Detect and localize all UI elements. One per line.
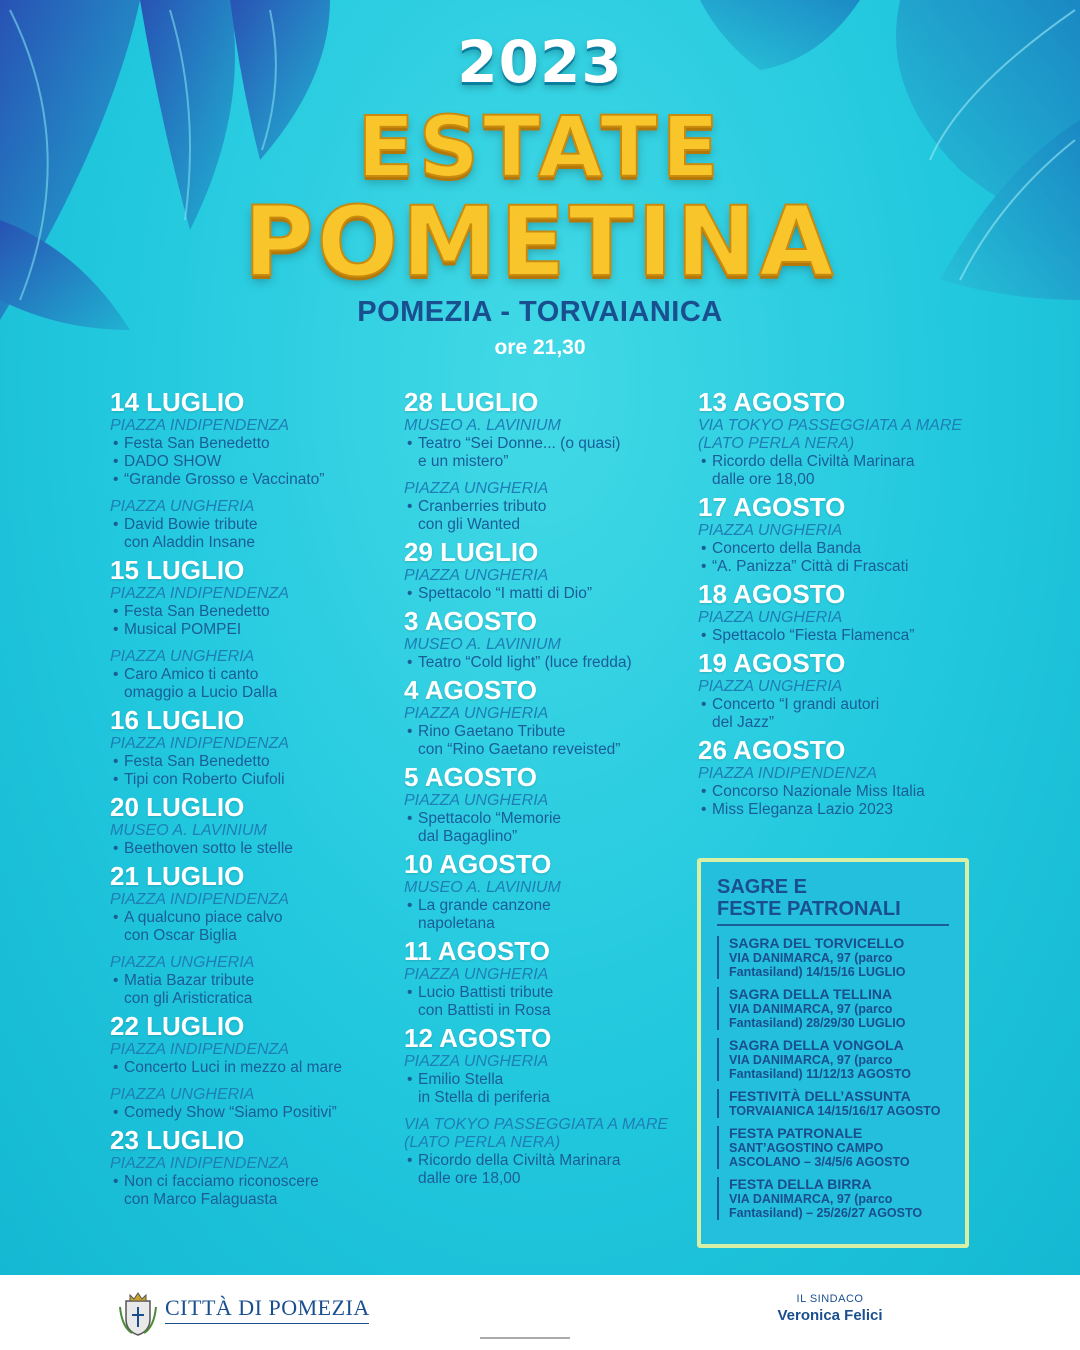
title-pometina: POMETINA	[243, 186, 837, 298]
venue-name: PIAZZA UNGHERIA	[698, 609, 843, 626]
event-block	[698, 493, 980, 576]
event-date: 16 LUGLIO	[110, 705, 245, 735]
event-item	[404, 1152, 694, 1170]
venue-name: PIAZZA UNGHERIA	[698, 678, 843, 695]
sagre-title-line2: FESTE PATRONALI	[717, 898, 901, 920]
event-date: 28 LUGLIO	[404, 387, 539, 417]
event-item-text: dalle ore 18,00	[712, 471, 815, 488]
event-item-text: con “Rino Gaetano reveisted”	[418, 741, 621, 758]
event-item	[110, 435, 400, 453]
bullet-icon: •	[407, 984, 413, 1001]
event-item-text: Cranberries tributo	[418, 498, 547, 515]
event-block	[404, 763, 694, 846]
event-item-text: con Battisti in Rosa	[418, 1002, 551, 1019]
event-block	[110, 388, 400, 552]
venue-name: PIAZZA UNGHERIA	[404, 705, 549, 722]
bullet-icon: •	[113, 471, 119, 488]
bullet-icon: •	[701, 801, 707, 818]
event-item-text: Ricordo della Civiltà Marinara	[712, 453, 915, 470]
event-item-text: Caro Amico ti canto	[124, 666, 259, 683]
event-item-text: con gli Wanted	[418, 516, 520, 533]
venue-spacer	[110, 1077, 400, 1085]
event-item-text: Tipi con Roberto Ciufoli	[124, 771, 285, 788]
event-block	[698, 649, 980, 732]
event-block	[404, 538, 694, 603]
event-item	[404, 1002, 694, 1020]
event-date: 17 AGOSTO	[698, 492, 846, 522]
footer	[0, 1275, 1080, 1350]
event-item	[110, 471, 400, 489]
event-date: 26 AGOSTO	[698, 735, 846, 765]
title-estate: ESTATE	[357, 98, 723, 196]
event-item	[110, 453, 400, 471]
event-item	[404, 984, 694, 1002]
event-item	[404, 810, 694, 828]
event-item	[110, 840, 400, 858]
event-item	[404, 828, 694, 846]
event-block	[404, 1024, 694, 1188]
event-item-text: Beethoven sotto le stelle	[124, 840, 293, 857]
event-block	[404, 388, 694, 534]
event-item	[404, 654, 694, 672]
fine-print-line	[480, 1337, 570, 1339]
event-item-text: Festa San Benedetto	[124, 753, 270, 770]
venue-name: MUSEO A. LAVINIUM	[404, 636, 561, 653]
event-block	[698, 388, 980, 489]
events-column-3	[698, 388, 980, 823]
bullet-icon: •	[113, 1173, 119, 1190]
event-item-text: Festa San Benedetto	[124, 603, 270, 620]
bullet-icon: •	[701, 558, 707, 575]
bullet-icon: •	[407, 1152, 413, 1169]
event-item-text: Rino Gaetano Tribute	[418, 723, 566, 740]
bullet-icon: •	[113, 1059, 119, 1076]
event-item	[404, 1170, 694, 1188]
mayor-role: IL SINDACO	[796, 1293, 864, 1305]
venue-name: PIAZZA INDIPENDENZA	[698, 765, 877, 782]
event-date: 10 AGOSTO	[404, 849, 552, 879]
event-date: 29 LUGLIO	[404, 537, 539, 567]
event-item	[698, 558, 980, 576]
events-column-1	[110, 388, 400, 1213]
event-item-text: Festa San Benedetto	[124, 435, 270, 452]
event-date: 4 AGOSTO	[404, 675, 537, 705]
event-item-text: La grande canzone	[418, 897, 551, 914]
bullet-icon: •	[407, 897, 413, 914]
location-subtitle: POMEZIA - TORVAIANICA	[357, 296, 723, 328]
event-item-text: Concerto della Banda	[712, 540, 862, 557]
festival-item	[717, 936, 949, 979]
event-date: 18 AGOSTO	[698, 579, 846, 609]
event-item	[698, 801, 980, 819]
event-item-text: del Jazz”	[712, 714, 775, 731]
festival-item	[717, 987, 949, 1030]
event-item-text: Comedy Show “Siamo Positivi”	[124, 1104, 337, 1121]
bullet-icon: •	[407, 1071, 413, 1088]
venue-name: MUSEO A. LAVINIUM	[404, 417, 561, 434]
event-item-text: Spettacolo “Memorie	[418, 810, 562, 827]
venue-name: MUSEO A. LAVINIUM	[110, 822, 267, 839]
event-date: 13 AGOSTO	[698, 387, 846, 417]
start-time: ore 21,30	[494, 336, 586, 359]
event-item-text: Musical POMPEI	[124, 621, 242, 638]
event-item-text: e un mistero”	[418, 453, 509, 470]
venue-name: PIAZZA UNGHERIA	[110, 498, 255, 515]
festival-item	[717, 1038, 949, 1081]
venue-spacer	[110, 639, 400, 647]
event-item-text: con Aladdin Insane	[124, 534, 255, 551]
event-item	[110, 753, 400, 771]
event-item	[404, 435, 694, 453]
bullet-icon: •	[701, 627, 707, 644]
venue-name: PIAZZA INDIPENDENZA	[110, 1041, 289, 1058]
bullet-icon: •	[407, 585, 413, 602]
bullet-icon: •	[113, 909, 119, 926]
festival-name: SAGRA DEL TORVICELLO	[729, 935, 905, 951]
event-block	[698, 736, 980, 819]
event-item-text: “A. Panizza” Città di Frascati	[712, 558, 909, 575]
bullet-icon: •	[407, 723, 413, 740]
venue-spacer	[110, 945, 400, 953]
event-block	[110, 1126, 400, 1209]
event-item	[404, 1071, 694, 1089]
event-item-text: con Oscar Biglia	[124, 927, 237, 944]
event-item	[110, 516, 400, 534]
event-item	[698, 453, 980, 471]
event-item-text: “Grande Grosso e Vaccinato”	[124, 471, 325, 488]
sagre-divider	[717, 924, 949, 926]
event-item	[404, 516, 694, 534]
bullet-icon: •	[701, 540, 707, 557]
event-item-text: Spettacolo “I matti di Dio”	[418, 585, 593, 602]
event-block	[404, 676, 694, 759]
event-block	[404, 607, 694, 672]
venue-name: PIAZZA INDIPENDENZA	[110, 417, 289, 434]
event-date: 14 LUGLIO	[110, 387, 245, 417]
event-item	[110, 1191, 400, 1209]
festival-item	[717, 1126, 949, 1169]
event-block	[110, 556, 400, 702]
event-item	[110, 621, 400, 639]
sagre-box	[697, 858, 969, 1248]
bullet-icon: •	[113, 603, 119, 620]
venue-name: VIA TOKYO PASSEGGIATA A MARE (LATO PERLA NERA)	[698, 417, 963, 452]
festival-name: FESTA DELLA BIRRA	[729, 1176, 872, 1192]
venue-spacer	[404, 471, 694, 479]
festival-name: FESTA PATRONALE	[729, 1125, 863, 1141]
venue-name: PIAZZA UNGHERIA	[404, 480, 549, 497]
event-item-text: Teatro “Sei Donne... (o quasi)	[418, 435, 621, 452]
venue-name: PIAZZA INDIPENDENZA	[110, 585, 289, 602]
event-item	[110, 666, 400, 684]
event-date: 22 LUGLIO	[110, 1011, 245, 1041]
event-date: 3 AGOSTO	[404, 606, 537, 636]
event-item-text: Concorso Nazionale Miss Italia	[712, 783, 925, 800]
event-date: 21 LUGLIO	[110, 861, 245, 891]
venue-spacer	[110, 489, 400, 497]
event-item-text: con gli Aristicratica	[124, 990, 253, 1007]
festival-info: VIA DANIMARCA, 97 (parco Fantasiland) – 25/26/27 AGOSTO	[729, 1192, 923, 1220]
venue-name: PIAZZA UNGHERIA	[110, 1086, 255, 1103]
festival-info: TORVAIANICA 14/15/16/17 AGOSTO	[729, 1104, 941, 1118]
event-item-text: Lucio Battisti tribute	[418, 984, 554, 1001]
event-date: 15 LUGLIO	[110, 555, 245, 585]
venue-name: PIAZZA UNGHERIA	[404, 1053, 549, 1070]
festival-item	[717, 1089, 949, 1118]
event-item	[110, 771, 400, 789]
event-date: 12 AGOSTO	[404, 1023, 552, 1053]
event-date: 23 LUGLIO	[110, 1125, 245, 1155]
event-date: 19 AGOSTO	[698, 648, 846, 678]
event-item-text: Matia Bazar tribute	[124, 972, 255, 989]
event-item	[404, 915, 694, 933]
event-item-text: dalle ore 18,00	[418, 1170, 521, 1187]
bullet-icon: •	[113, 453, 119, 470]
mayor-name: Veronica Felici	[777, 1307, 883, 1324]
event-item	[110, 1173, 400, 1191]
event-item-text: Teatro “Cold light” (luce fredda)	[418, 654, 632, 671]
festival-info: SANT’AGOSTINO CAMPO ASCOLANO – 3/4/5/6 AGOSTO	[729, 1141, 910, 1169]
bullet-icon: •	[701, 783, 707, 800]
event-item-text: Spettacolo “Fiesta Flamenca”	[712, 627, 915, 644]
venue-name: PIAZZA UNGHERIA	[110, 954, 255, 971]
event-item	[110, 972, 400, 990]
event-item	[698, 540, 980, 558]
bullet-icon: •	[407, 435, 413, 452]
venue-name: PIAZZA INDIPENDENZA	[110, 1155, 289, 1172]
city-name: CITTÀ DI POMEZIA	[165, 1295, 370, 1320]
event-item-text: Emilio Stella	[418, 1071, 504, 1088]
event-block	[404, 937, 694, 1020]
event-block	[698, 580, 980, 645]
event-item	[110, 684, 400, 702]
event-item-text: David Bowie tribute	[124, 516, 258, 533]
event-item	[404, 741, 694, 759]
bullet-icon: •	[113, 621, 119, 638]
bullet-icon: •	[407, 498, 413, 515]
event-date: 11 AGOSTO	[404, 936, 550, 966]
event-item	[110, 1059, 400, 1077]
sagre-list	[717, 936, 949, 1220]
festival-info: VIA DANIMARCA, 97 (parco Fantasiland) 14/15/16 LUGLIO	[729, 951, 906, 979]
event-date: 20 LUGLIO	[110, 792, 245, 822]
festival-name: SAGRA DELLA TELLINA	[729, 986, 893, 1002]
festival-name: SAGRA DELLA VONGOLA	[729, 1037, 904, 1053]
bullet-icon: •	[113, 1104, 119, 1121]
venue-name: VIA TOKYO PASSEGGIATA A MARE (LATO PERLA NERA)	[404, 1116, 669, 1151]
event-item-text: Concerto “I grandi autori	[712, 696, 880, 713]
festival-name: FESTIVITÀ DELL’ASSUNTA	[729, 1088, 911, 1104]
bullet-icon: •	[113, 771, 119, 788]
bullet-icon: •	[113, 435, 119, 452]
event-item	[110, 1104, 400, 1122]
bullet-icon: •	[407, 810, 413, 827]
venue-name: PIAZZA UNGHERIA	[404, 567, 549, 584]
event-item	[110, 534, 400, 552]
event-item-text: napoletana	[418, 915, 495, 932]
event-item	[404, 723, 694, 741]
event-item	[110, 990, 400, 1008]
event-item-text: con Marco Falaguasta	[124, 1191, 278, 1208]
event-item	[110, 909, 400, 927]
event-item	[404, 1089, 694, 1107]
venue-name: PIAZZA UNGHERIA	[404, 792, 549, 809]
bullet-icon: •	[113, 666, 119, 683]
event-item	[404, 897, 694, 915]
event-item	[698, 627, 980, 645]
event-item	[698, 471, 980, 489]
event-block	[110, 793, 400, 858]
venue-name: PIAZZA UNGHERIA	[698, 522, 843, 539]
event-item	[404, 585, 694, 603]
event-block	[110, 706, 400, 789]
festival-info: VIA DANIMARCA, 97 (parco Fantasiland) 11/12/13 AGOSTO	[729, 1053, 912, 1081]
event-item-text: A qualcuno piace calvo	[124, 909, 283, 926]
event-item-text: Concerto Luci in mezzo al mare	[124, 1059, 342, 1076]
venue-name: PIAZZA INDIPENDENZA	[110, 891, 289, 908]
bullet-icon: •	[113, 840, 119, 857]
event-item	[698, 783, 980, 801]
venue-name: PIAZZA INDIPENDENZA	[110, 735, 289, 752]
bullet-icon: •	[113, 972, 119, 989]
venue-name: PIAZZA UNGHERIA	[404, 966, 549, 983]
event-block	[404, 850, 694, 933]
city-underline	[165, 1323, 369, 1324]
event-item	[110, 603, 400, 621]
event-block	[110, 862, 400, 1008]
festival-info: VIA DANIMARCA, 97 (parco Fantasiland) 28/29/30 LUGLIO	[729, 1002, 906, 1030]
event-item	[110, 927, 400, 945]
venue-name: MUSEO A. LAVINIUM	[404, 879, 561, 896]
sagre-title-line1: SAGRE E	[717, 876, 808, 898]
bullet-icon: •	[113, 753, 119, 770]
city-crest-icon	[118, 1287, 158, 1337]
event-item	[698, 696, 980, 714]
event-item-text: omaggio a Lucio Dalla	[124, 684, 278, 701]
event-item-text: DADO SHOW	[124, 453, 222, 470]
event-item-text: Miss Eleganza Lazio 2023	[712, 801, 893, 818]
event-item-text: dal Bagaglino”	[418, 828, 518, 845]
venue-spacer	[404, 1107, 694, 1115]
bullet-icon: •	[701, 696, 707, 713]
event-item	[404, 498, 694, 516]
year-heading: 2023	[457, 28, 623, 96]
event-item	[404, 453, 694, 471]
events-column-2	[404, 388, 694, 1192]
event-item-text: Non ci facciamo riconoscere	[124, 1173, 319, 1190]
bullet-icon: •	[407, 654, 413, 671]
bullet-icon: •	[113, 516, 119, 533]
venue-name: PIAZZA UNGHERIA	[110, 648, 255, 665]
event-item-text: in Stella di periferia	[418, 1089, 550, 1106]
event-block	[110, 1012, 400, 1122]
event-item-text: Ricordo della Civiltà Marinara	[418, 1152, 621, 1169]
bullet-icon: •	[701, 453, 707, 470]
event-date: 5 AGOSTO	[404, 762, 537, 792]
festival-item	[717, 1177, 949, 1220]
event-item	[698, 714, 980, 732]
